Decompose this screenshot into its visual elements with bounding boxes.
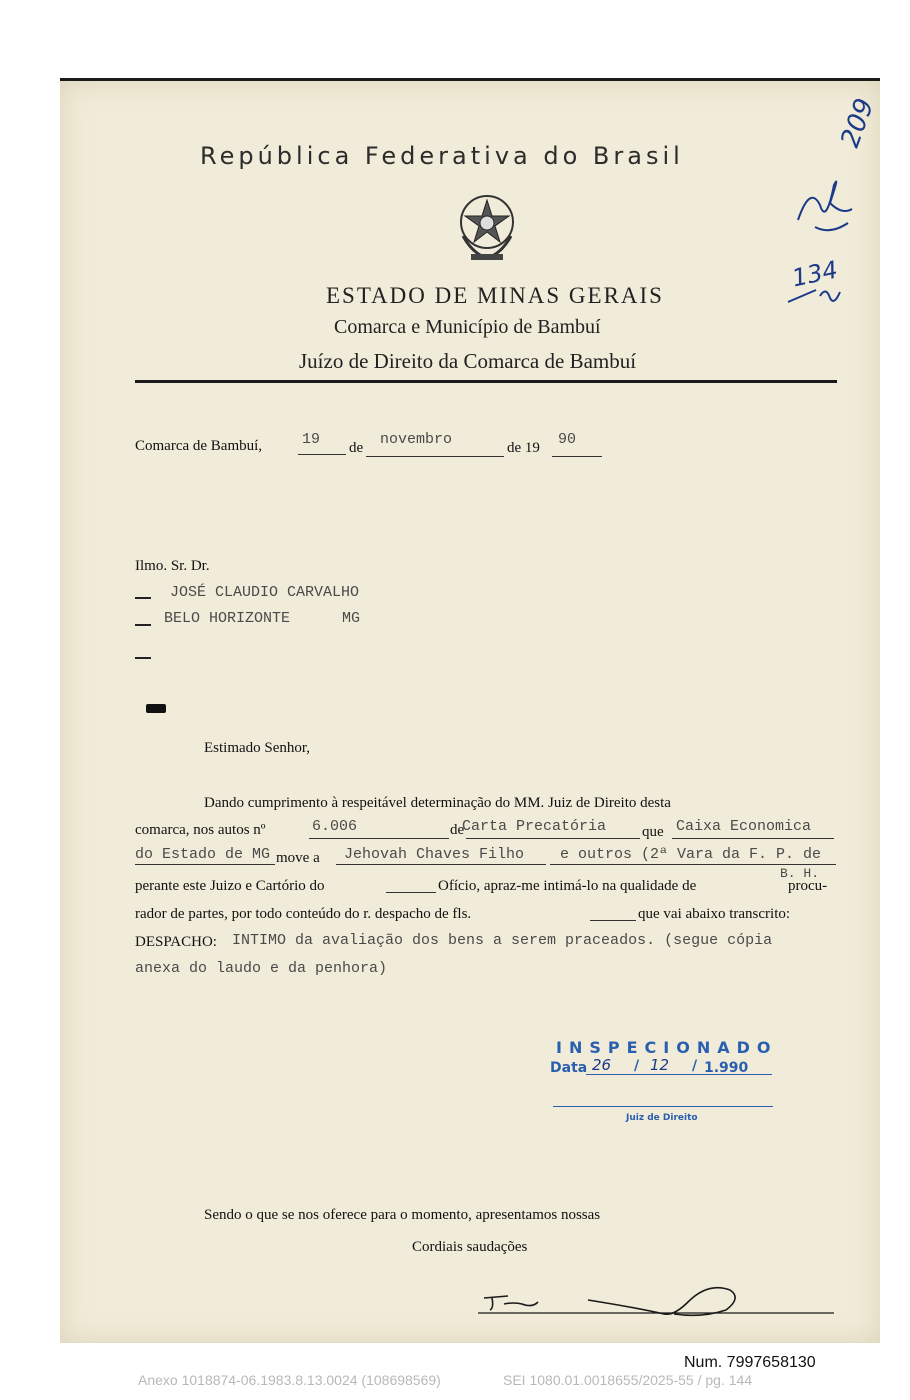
- body-line-1: Dando cumprimento à respeitável determinação do MM. Juiz de Direito desta: [204, 795, 671, 811]
- day-underline: [298, 454, 346, 455]
- body-move: move a: [276, 850, 320, 866]
- qualidade-note: B. H.: [780, 866, 820, 881]
- coat-of-arms-emblem: [453, 186, 521, 266]
- addressee-name: JOSÉ CLAUDIO CARVALHO: [170, 584, 360, 601]
- signature: [478, 1280, 838, 1320]
- stamp-role: Juiz de Direito: [626, 1113, 698, 1123]
- autor-continued: do Estado de MG: [135, 846, 271, 863]
- autor-underline: [672, 838, 834, 839]
- despacho-text-2: anexa do laudo e da penhora): [135, 960, 388, 977]
- closing-line-2: Cordiais saudações: [412, 1239, 528, 1255]
- margin-note-page-number: 209: [835, 94, 881, 152]
- document-number: Num. 7997658130: [684, 1354, 816, 1371]
- comarca-heading: Comarca e Município de Bambuí: [334, 316, 601, 338]
- stamp-signature-line: [553, 1106, 773, 1107]
- stamp-date-day: 26: [592, 1056, 612, 1074]
- despacho-text-1: INTIMO da avaliação dos bens a serem praceados. (segue cópia: [232, 932, 773, 949]
- reu: Jehovah Chaves Filho: [344, 846, 525, 863]
- addressee-dash-3: [135, 657, 151, 659]
- greeting: Estimado Senhor,: [204, 740, 311, 756]
- oficio-underline: [386, 892, 436, 893]
- ink-mark: [146, 704, 166, 713]
- addressee-dash-1: [135, 597, 151, 599]
- body-que: que: [642, 824, 664, 840]
- state-heading: ESTADO DE MINAS GERAIS: [326, 283, 664, 308]
- inspection-stamp-title: INSPECIONADO: [556, 1038, 778, 1057]
- body-de: de: [450, 822, 465, 838]
- body-line-5-start: rador de partes, por todo conteúdo do r. despacho de fls.: [135, 906, 472, 922]
- qualidade: procu-: [788, 878, 828, 894]
- juizo-heading: Juízo de Direito da Comarca de Bambuí: [299, 349, 637, 373]
- body-line-4-start: perante este Juizo e Cartório do: [135, 878, 325, 894]
- reu-extra: e outros (2ª Vara da F. P. de: [560, 846, 822, 863]
- autor: Caixa Economica: [676, 818, 812, 835]
- date-day: 19: [302, 431, 321, 448]
- month-underline: [366, 456, 504, 457]
- addressee-state: MG: [342, 610, 361, 627]
- body-line-5-end: que vai abaixo transcrito:: [638, 906, 791, 922]
- body-line-2-start: comarca, nos autos nº: [135, 822, 266, 838]
- fls-underline: [590, 920, 636, 921]
- margin-note-folio: 134: [789, 255, 841, 293]
- date-year: 90: [558, 431, 577, 448]
- autor2-underline: [135, 864, 275, 865]
- republic-heading: República Federativa do Brasil: [200, 142, 684, 170]
- year-underline: [552, 456, 602, 457]
- autos-tipo-underline: [466, 838, 640, 839]
- despacho-label: DESPACHO:: [135, 934, 217, 950]
- header-divider: [135, 380, 837, 383]
- document-page: [60, 78, 880, 1343]
- footer-sei-reference: SEI 1080.01.0018655/2025-55 / pg. 144: [503, 1372, 753, 1388]
- margin-underline-icon: [786, 282, 846, 308]
- stamp-date-year: 1.990: [704, 1060, 749, 1076]
- autos-tipo: Carta Precatória: [462, 818, 607, 835]
- autos-number: 6.006: [312, 818, 358, 835]
- addressee-salutation: Ilmo. Sr. Dr.: [135, 558, 210, 574]
- date-month: novembro: [380, 431, 453, 448]
- extra-underline: [550, 864, 836, 865]
- stamp-data-label: Data: [550, 1060, 588, 1076]
- date-de2: de 19: [507, 440, 540, 456]
- date-prefix: Comarca de Bambuí,: [135, 438, 263, 454]
- closing-line-1: Sendo o que se nos oferece para o momento, apresentamos nossas: [204, 1207, 601, 1223]
- date-de1: de: [349, 440, 364, 456]
- addressee-city: BELO HORIZONTE: [164, 610, 291, 627]
- addressee-dash-2: [135, 624, 151, 626]
- footer-annex: Anexo 1018874-06.1983.8.13.0024 (108698569): [138, 1372, 441, 1388]
- autos-num-underline: [309, 838, 449, 839]
- stamp-date-month: 12: [650, 1056, 670, 1074]
- body-line-4-mid: Ofício, apraz-me intimá-lo na qualidade de: [438, 878, 697, 894]
- reu-underline: [336, 864, 546, 865]
- margin-scribble-icon: [790, 165, 860, 240]
